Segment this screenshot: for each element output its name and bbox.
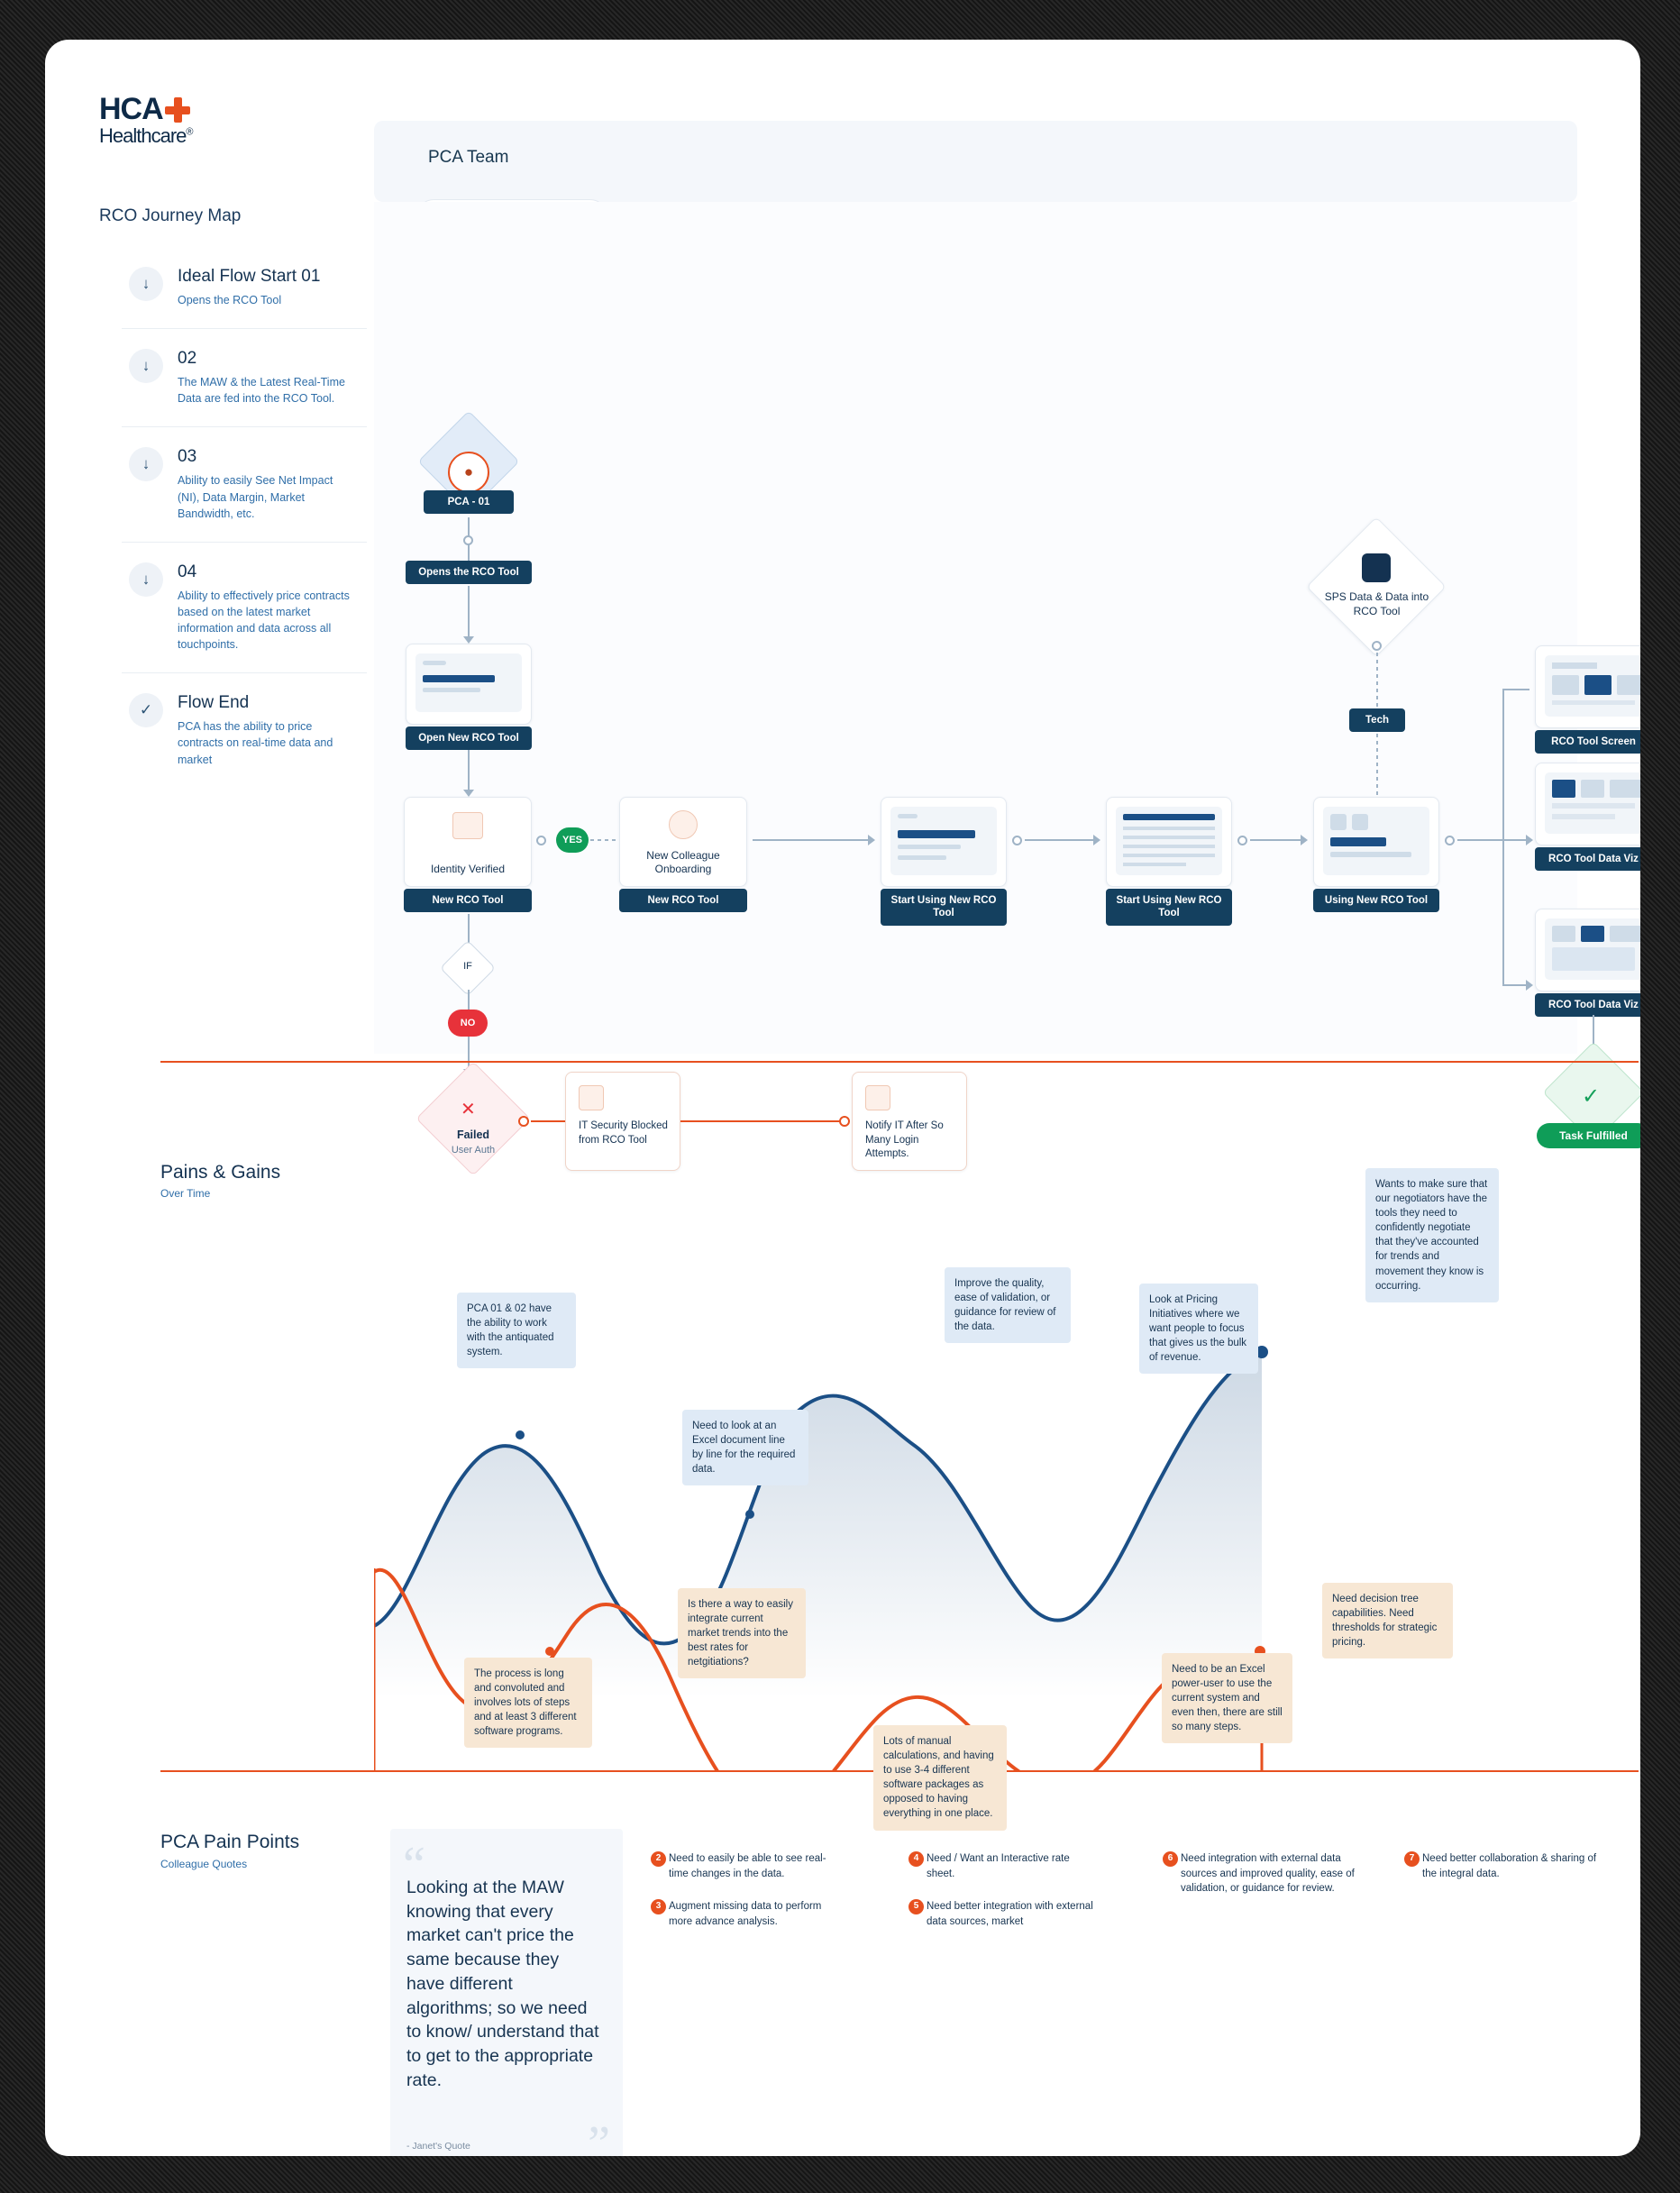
section-divider bbox=[160, 1061, 1639, 1063]
pain-note-4: Need to be an Excel power-user to use the current system and even then, there are still so many steps. bbox=[1162, 1653, 1292, 1743]
node-label: Notify IT After So Many Login Attempts. bbox=[865, 1120, 944, 1160]
node-label: New Colleague Onboarding bbox=[646, 848, 720, 876]
node-label: IT Security Blocked from RCO Tool bbox=[579, 1120, 668, 1146]
connector-dashed bbox=[1376, 734, 1378, 799]
quote-number-5: 5 bbox=[908, 1899, 924, 1914]
arrow-down-icon: ↓ bbox=[129, 447, 163, 481]
gain-point bbox=[516, 1430, 525, 1439]
gain-area bbox=[374, 1352, 1262, 1698]
rail-desc: PCA has the ability to price contracts on real-time data and market bbox=[178, 720, 333, 766]
connector-dashed bbox=[1376, 653, 1378, 708]
flow-tag-new-rco-tool-2[interactable]: New RCO Tool bbox=[619, 889, 747, 912]
connector-dot bbox=[1012, 836, 1022, 845]
arrow-head bbox=[1093, 835, 1100, 845]
quote-open-icon: “ bbox=[403, 1837, 425, 1893]
logo-text-line1: HCA bbox=[99, 92, 163, 126]
quote-number-4: 4 bbox=[908, 1851, 924, 1867]
pain-point-text: Need integration with external data sources and improved quality, ease of validation, or guidance for review. bbox=[1181, 1853, 1355, 1895]
rail-desc: Ability to effectively price contracts based on the latest market information and data across all touchpoints. bbox=[178, 589, 350, 652]
arrow-head bbox=[1526, 980, 1533, 991]
quote-number-6: 6 bbox=[1163, 1851, 1178, 1867]
pains-gains-subtitle: Over Time bbox=[160, 1187, 211, 1200]
check-icon: ✓ bbox=[1582, 1084, 1601, 1109]
rail-title: 04 bbox=[178, 562, 197, 581]
node-rco-tool-data-viz-1[interactable] bbox=[1535, 763, 1640, 845]
pain-note-3: Lots of manual calculations, and having to use 3-4 different software packages as opposed to having everything in one place. bbox=[873, 1725, 1007, 1831]
flow-tag-open-new-rco-tool[interactable]: Open New RCO Tool bbox=[406, 726, 532, 750]
gain-note-2: Need to look at an Excel document line by line for the required data. bbox=[682, 1410, 808, 1485]
failed-sublabel: User Auth bbox=[451, 1145, 496, 1156]
node-start-using-rco-2[interactable] bbox=[1106, 797, 1232, 887]
quote-close-icon: ” bbox=[588, 2116, 610, 2156]
close-icon: ✕ bbox=[461, 1100, 476, 1119]
gain-note-5: Wants to make sure that our negotiators have the tools they need to confidently negotiate that they've accounted for trends and movement they know is occurring. bbox=[1365, 1168, 1499, 1302]
connector-dot bbox=[536, 836, 546, 845]
connector bbox=[1025, 839, 1097, 841]
pain-note-5: Need decision tree capabilities. Need thresholds for strategic pricing. bbox=[1322, 1583, 1453, 1658]
sps-data-node-shape bbox=[1306, 516, 1447, 657]
rail-desc: The MAW & the Latest Real-Time Data are fed into the RCO Tool. bbox=[178, 376, 345, 406]
featured-quote-attribution: - Janet's Quote bbox=[406, 2141, 470, 2152]
quote-number-2: 2 bbox=[651, 1851, 666, 1867]
connector-dot bbox=[1237, 836, 1247, 845]
rail-desc: Opens the RCO Tool bbox=[178, 294, 282, 306]
flow-tag-pca-01[interactable]: PCA - 01 bbox=[424, 490, 514, 514]
flow-tag-start-using-2[interactable]: Start Using New RCO Tool bbox=[1106, 889, 1232, 926]
arrow-head bbox=[1526, 835, 1533, 845]
gain-note-4: Look at Pricing Initiatives where we want people to focus that gives us the bulk of revenue. bbox=[1139, 1284, 1258, 1374]
node-rco-tool-data-viz-2[interactable] bbox=[1535, 909, 1640, 991]
arrow-head bbox=[463, 636, 474, 644]
pain-point-text: Need better integration with external data sources, market bbox=[927, 1901, 1093, 1927]
pains-gains-chart bbox=[374, 1067, 1636, 1820]
flow-tag-tech[interactable]: Tech bbox=[1349, 708, 1405, 732]
featured-quote-card bbox=[390, 1829, 623, 2156]
hca-logo bbox=[99, 94, 333, 146]
gain-note-3: Improve the quality, ease of validation, or guidance for review of the data. bbox=[945, 1267, 1071, 1343]
logo-text-line2: Healthcare bbox=[99, 124, 187, 147]
connector-dot bbox=[1445, 836, 1455, 845]
registered-mark: ® bbox=[186, 126, 193, 138]
connector bbox=[1502, 689, 1504, 986]
persona-avatar-icon: ● bbox=[448, 452, 489, 493]
pain-points-subtitle: Colleague Quotes bbox=[160, 1858, 248, 1870]
sps-data-label: SPS Data & Data into RCO Tool bbox=[1324, 590, 1429, 618]
pain-point-4 bbox=[908, 1851, 1098, 1881]
node-using-new-rco-tool[interactable] bbox=[1313, 797, 1439, 887]
pain-point-text: Need / Want an Interactive rate sheet. bbox=[927, 1853, 1070, 1879]
node-open-new-rco-tool[interactable] bbox=[406, 644, 532, 725]
flow-diagram bbox=[374, 202, 1639, 1160]
node-new-colleague-onboarding[interactable] bbox=[619, 797, 747, 887]
rail-title: Ideal Flow Start 01 bbox=[178, 267, 321, 286]
journey-steps-rail bbox=[122, 247, 367, 788]
thumbnail bbox=[890, 807, 997, 875]
pain-point-text: Augment missing data to perform more advance analysis. bbox=[669, 1901, 822, 1927]
database-icon bbox=[1362, 553, 1391, 582]
node-identity-verified[interactable] bbox=[404, 797, 532, 887]
connector bbox=[468, 750, 470, 793]
pain-point-5 bbox=[908, 1899, 1098, 1929]
rail-item-flow-end[interactable] bbox=[122, 673, 367, 787]
pain-point-2 bbox=[651, 1851, 840, 1881]
pain-point-6 bbox=[1163, 1851, 1372, 1896]
pain-point-text: Need to easily be able to see real-time changes in the data. bbox=[669, 1853, 826, 1879]
flow-tag-opens-rco-tool[interactable]: Opens the RCO Tool bbox=[406, 561, 532, 584]
failed-label: Failed bbox=[456, 1128, 490, 1141]
connector bbox=[1457, 839, 1504, 841]
pain-point-7 bbox=[1404, 1851, 1612, 1881]
arrow-down-icon: ↓ bbox=[129, 562, 163, 597]
flow-tag-rco-tool-data-viz-2[interactable]: RCO Tool Data Viz bbox=[1535, 993, 1640, 1017]
arrow-head bbox=[463, 790, 474, 797]
rail-title: 02 bbox=[178, 349, 197, 369]
quote-number-3: 3 bbox=[651, 1899, 666, 1914]
hca-cross-icon bbox=[165, 97, 190, 123]
no-label: NO bbox=[460, 1018, 476, 1028]
pain-note-2: Is there a way to easily integrate current market trends into the best rates for netgitiations? bbox=[678, 1588, 806, 1678]
flow-tag-new-rco-tool[interactable]: New RCO Tool bbox=[404, 889, 532, 912]
connector-dot bbox=[1372, 641, 1382, 651]
yes-badge bbox=[556, 827, 589, 853]
connector bbox=[468, 586, 470, 640]
task-fulfilled-badge[interactable]: Task Fulfilled bbox=[1537, 1123, 1640, 1148]
thumbnail bbox=[1545, 655, 1640, 717]
gain-note-1: PCA 01 & 02 have the ability to work with the antiquated system. bbox=[457, 1293, 576, 1368]
pain-point bbox=[545, 1647, 554, 1656]
rail-item-01[interactable] bbox=[122, 247, 367, 329]
rail-title: 03 bbox=[178, 447, 197, 467]
connector bbox=[1502, 689, 1529, 690]
connector bbox=[1250, 839, 1304, 841]
node-rco-tool-screen[interactable] bbox=[1535, 645, 1640, 728]
rail-item-02[interactable] bbox=[122, 329, 367, 427]
gain-point bbox=[745, 1510, 754, 1519]
thumbnail bbox=[415, 653, 522, 712]
arrow-head bbox=[1301, 835, 1308, 845]
id-card-icon bbox=[452, 812, 483, 839]
yes-label: YES bbox=[562, 835, 582, 845]
arrow-down-icon: ↓ bbox=[129, 267, 163, 301]
flow-tag-using-new-rco-tool[interactable]: Using New RCO Tool bbox=[1313, 889, 1439, 912]
rail-desc: Ability to easily See Net Impact (NI), Data Margin, Market Bandwidth, etc. bbox=[178, 474, 333, 520]
connector bbox=[468, 990, 470, 1010]
node-start-using-rco-1[interactable] bbox=[881, 797, 1007, 887]
pains-gains-title: Pains & Gains bbox=[160, 1162, 281, 1183]
team-title: PCA Team bbox=[428, 148, 509, 167]
thumbnail bbox=[1323, 807, 1429, 875]
rail-item-04[interactable] bbox=[122, 543, 367, 674]
arrow-head bbox=[868, 835, 875, 845]
rail-item-03[interactable] bbox=[122, 427, 367, 542]
rail-title: Flow End bbox=[178, 693, 250, 713]
thumbnail bbox=[1116, 807, 1222, 875]
pain-note-1: The process is long and convoluted and involves lots of steps and at least 3 different software programs. bbox=[464, 1658, 592, 1748]
pain-points-title: PCA Pain Points bbox=[160, 1832, 300, 1852]
quote-number-7: 7 bbox=[1404, 1851, 1420, 1867]
journey-map-page bbox=[45, 40, 1640, 2156]
thumbnail bbox=[1545, 772, 1640, 834]
featured-quote-text: Looking at the MAW knowing that every market can't price the same because they have different algorithms; so we need to know/ understand that to get to the appropriate rate. bbox=[406, 1878, 599, 2090]
node-label: Identity Verified bbox=[430, 863, 506, 876]
page-title: RCO Journey Map bbox=[99, 206, 242, 225]
if-label: IF bbox=[463, 961, 472, 972]
pain-point-3 bbox=[651, 1899, 840, 1929]
check-icon: ✓ bbox=[129, 693, 163, 727]
pain-point-text: Need better collaboration & sharing of the integral data. bbox=[1422, 1853, 1597, 1879]
people-icon bbox=[669, 810, 698, 839]
flow-tag-rco-tool-screen[interactable]: RCO Tool Screen bbox=[1535, 730, 1640, 754]
thumbnail bbox=[1545, 918, 1640, 980]
team-panel bbox=[374, 121, 1577, 202]
flow-tag-start-using-1[interactable]: Start Using New RCO Tool bbox=[881, 889, 1007, 926]
connector bbox=[753, 839, 870, 841]
arrow-down-icon: ↓ bbox=[129, 349, 163, 383]
connector-dot bbox=[463, 535, 473, 545]
no-badge bbox=[448, 1010, 488, 1037]
flow-tag-rco-tool-data-viz-1[interactable]: RCO Tool Data Viz bbox=[1535, 847, 1640, 871]
connector-dashed bbox=[590, 839, 616, 841]
